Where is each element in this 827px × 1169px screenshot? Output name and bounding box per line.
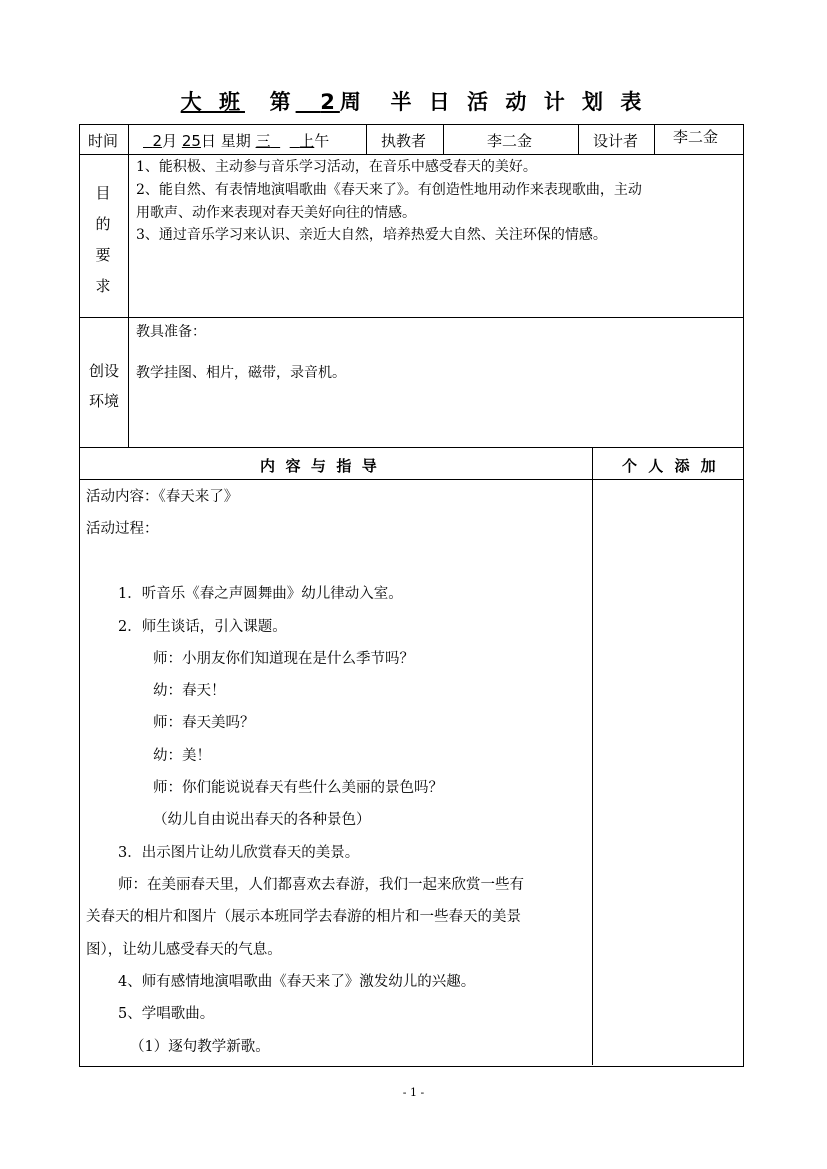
prep-label: 教具准备： xyxy=(136,324,206,340)
row-divider xyxy=(79,479,743,480)
environment-label-line: 创设 xyxy=(88,362,119,380)
goals-label-char: 的 xyxy=(95,215,111,233)
period-suffix: 午 xyxy=(314,132,330,150)
goal-line: 用歌声、动作来表现对春天美好向往的情感。 xyxy=(136,205,416,221)
title-class: 大 班 xyxy=(180,90,245,114)
goals-label-char: 求 xyxy=(95,277,111,295)
page-number: - 1 - xyxy=(402,1086,425,1099)
teacher-label: 执教者 xyxy=(381,132,427,150)
day-unit: 日 xyxy=(200,132,216,150)
goals-label-char: 要 xyxy=(95,246,111,264)
col-divider xyxy=(128,154,129,447)
title-week-suffix: 周 xyxy=(339,90,366,114)
content-line: 3．出示图片让幼儿欣赏春天的美景。 xyxy=(118,845,360,861)
environment-label-line: 环境 xyxy=(88,392,119,410)
content-line: 5、学唱歌曲。 xyxy=(118,1006,215,1022)
environment-label xyxy=(82,356,126,416)
content-line: 师：在美丽春天里，人们都喜欢去春游，我们一起来欣赏一些有 xyxy=(118,877,524,893)
period-prefix: 上 xyxy=(299,132,315,150)
page-title xyxy=(0,86,827,116)
goals-label-char: 目 xyxy=(95,184,111,202)
goal-line: 2、能自然、有表情地演唱歌曲《春天来了》。有创造性地用动作来表现歌曲，主动 xyxy=(136,182,642,198)
col-divider xyxy=(592,447,593,1065)
content-line: 2．师生谈话，引入课题。 xyxy=(118,619,287,635)
day: 25 xyxy=(181,132,201,150)
personal-header: 个 人 添 加 xyxy=(622,457,719,475)
content-line: 幼：春天！ xyxy=(153,683,226,699)
content-line: （幼儿自由说出春天的各种景色） xyxy=(153,812,371,828)
designer-name: 李二金 xyxy=(673,128,719,146)
content-line: 活动内容：《春天来了》 xyxy=(86,489,239,505)
row-divider xyxy=(79,447,743,448)
col-divider xyxy=(128,124,129,154)
weekday-label: 星期 xyxy=(220,132,251,150)
teacher-name: 李二金 xyxy=(487,132,533,150)
content-line: 活动过程： xyxy=(86,521,159,537)
goal-line: 3、通过音乐学习来认识、亲近大自然，培养热爱大自然、关注环保的情感。 xyxy=(136,227,607,243)
goals-label xyxy=(88,178,118,302)
weekday: 三 xyxy=(255,132,271,150)
content-line: 1．听音乐《春之声圆舞曲》幼儿律动入室。 xyxy=(118,586,403,602)
month: 2 xyxy=(152,132,163,150)
month-unit: 月 xyxy=(162,132,178,150)
time-label: 时间 xyxy=(88,132,119,150)
row-divider xyxy=(79,154,743,155)
content-line: 师：你们能说说春天有些什么美丽的景色吗？ xyxy=(153,780,443,796)
content-line: 幼：美！ xyxy=(153,748,211,764)
time-value xyxy=(143,131,329,151)
content-line: 师：小朋友你们知道现在是什么季节吗？ xyxy=(153,651,414,667)
title-plan: 半 日 活 动 计 划 表 xyxy=(390,90,647,114)
content-line: 4、师有感情地演唱歌曲《春天来了》激发幼儿的兴趣。 xyxy=(118,974,476,990)
content-line: 师：春天美吗？ xyxy=(153,715,255,731)
content-line: 图），让幼儿感受春天的气息。 xyxy=(86,942,282,958)
row-divider xyxy=(79,317,743,318)
col-divider xyxy=(443,124,444,154)
col-divider xyxy=(654,124,655,154)
content-line: 关春天的相片和图片（展示本班同学去春游的相片和一些春天的美景 xyxy=(86,909,521,925)
content-line: （1）逐句教学新歌。 xyxy=(130,1039,270,1055)
materials: 教学挂图、相片，磁带，录音机。 xyxy=(136,365,346,381)
content-header: 内 容 与 指 导 xyxy=(260,457,377,475)
designer-label: 设计者 xyxy=(593,132,639,150)
col-divider xyxy=(366,124,367,154)
title-week-label: 第 xyxy=(269,90,296,114)
goal-line: 1、能积极、主动参与音乐学习活动，在音乐中感受春天的美好。 xyxy=(136,159,537,175)
title-week-num: 2 xyxy=(320,90,340,114)
col-divider xyxy=(578,124,579,154)
